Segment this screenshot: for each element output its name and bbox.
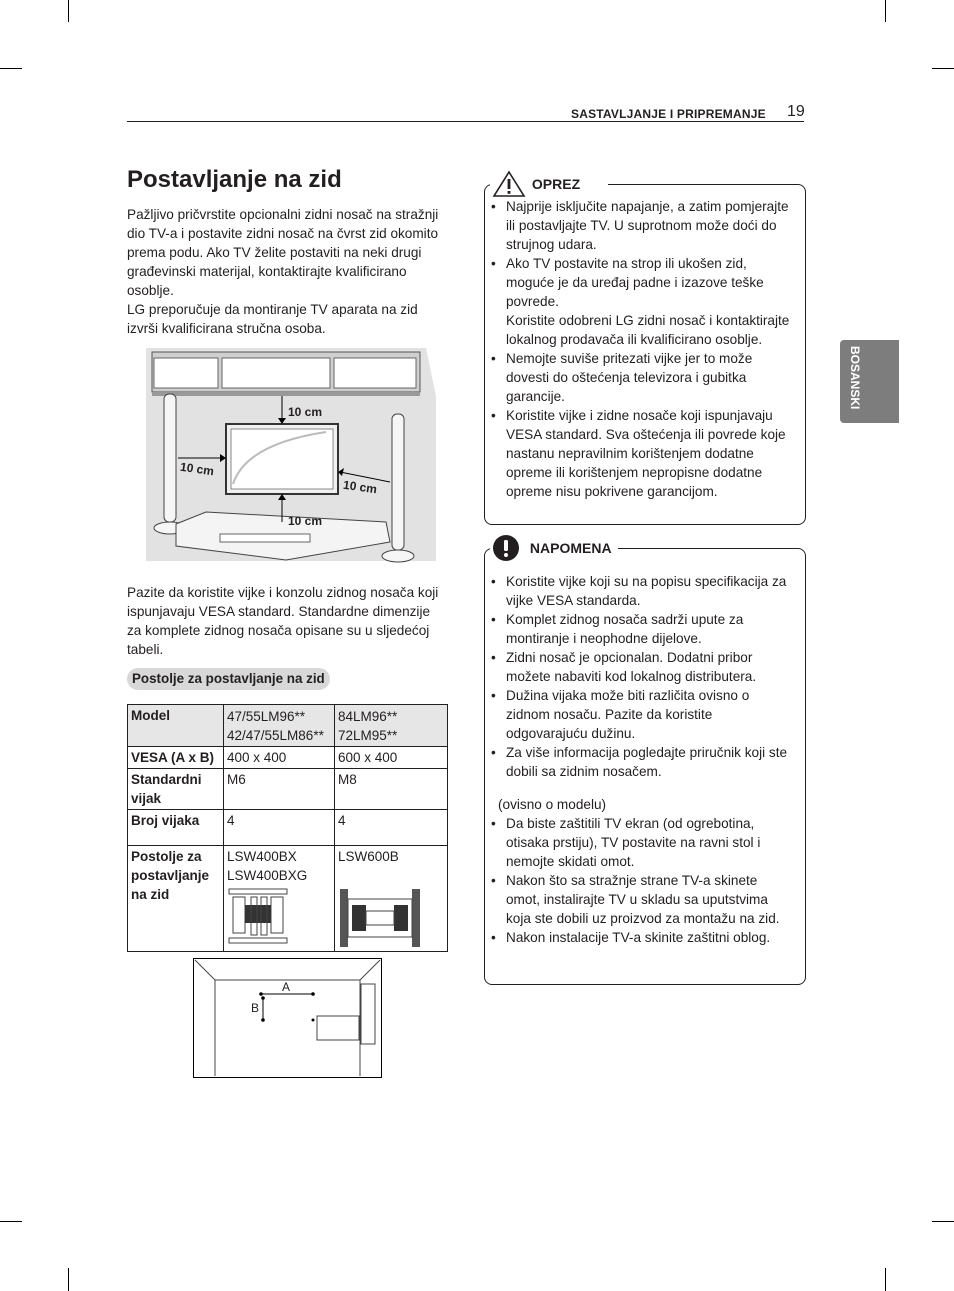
list-item: • Nakon instalacije TV-a skinite zaštitni oblog. [490,928,795,947]
bracket-cell [335,846,448,952]
section-header: SASTAVLJANJE I PRIPREMANJE [571,107,766,121]
row-label-bracket: Postolje za postavljanje na zid [128,846,224,952]
table-cell: 4 [335,810,448,846]
list-item: • Nemojte suviše pritezati vijke jer to može dovesti do oštećenja televizora i gubitka garancije. [490,349,795,406]
crop-mark [932,68,954,69]
table-title-badge: Postolje za postavljanje na zid [127,668,330,690]
crop-mark [0,68,22,69]
model-name: 72LM95** [338,728,398,743]
clearance-bottom-label: 10 cm [288,514,323,528]
model-name: 42/47/55LM86** [227,728,324,743]
bracket-lsw600b-image [338,885,422,949]
crop-mark [932,1221,954,1222]
table-cell: 600 x 400 [335,747,448,769]
bracket-lsw400b-image [227,887,289,945]
row-label-screw: Standardni vijak [128,769,224,810]
crop-mark [885,0,886,22]
caution-header [490,170,608,198]
page-number: 19 [787,103,805,120]
intro-text [127,205,442,338]
bracket-model: LSW400BXG [227,868,308,883]
crop-mark [68,0,69,22]
note-header [490,534,618,562]
wall-mount-spec-table [127,704,448,952]
bracket-model: LSW400BX [227,849,297,864]
table-cell: M6 [224,769,335,810]
language-tab-label: BOSANSKI [848,346,862,410]
warning-triangle-icon [492,170,526,198]
table-cell: M8 [335,769,448,810]
header-rule [127,121,804,122]
row-label-screw-count: Broj vijaka [128,810,224,846]
row-label-model: Model [128,705,224,747]
language-tab [840,340,899,423]
table-cell: 400 x 400 [224,747,335,769]
row-label-vesa: VESA (A x B) [128,747,224,769]
dimension-label-a: A [282,980,291,994]
table-cell: 4 [224,810,335,846]
bracket-cell [224,846,335,952]
note-list [490,572,795,781]
intro-paragraph: Pažljivo pričvrstite opcionalni zidni nosač na stražnji dio TV-a i postavite zidni nosač na čvrst zid okomito prema podu. Ako TV želite postaviti na neki drugi građevinski materijal, kontaktirajte kvalificirano osoblje. [127,207,439,298]
caution-title: OPREZ [531,176,581,192]
list-item: • Nakon što sa stražnje strane TV-a skinete omot, instalirajte TV u skladu sa uputstvima koja ste dobili uz proizvod za montažu na zid. [490,871,795,928]
intro-paragraph: LG preporučuje da montiranje TV aparata na zid izvrši kvalificirana stručna osoba. [127,302,418,336]
note-title: NAPOMENA [529,540,612,556]
list-item: • Komplet zidnog nosača sadrži upute za montiranje i neophodne dijelove. [490,610,795,648]
table-row [128,846,448,952]
page-title: Postavljanje na zid [127,166,342,193]
list-item: • Najprije isključite napajanje, a zatim pomjerajte ili postavljajte TV. U suprotnom može doći do strujnog udara. [490,197,795,254]
list-item: • Dužina vijaka može biti različita ovisno o zidnom nosaču. Pazite da koristite odgovarajuću dužinu. [490,686,795,743]
vesa-text: Pazite da koristite vijke i konzolu zidnog nosača koji ispunjavaju VESA standard. Standardne dimenzije za komplete zidnog nosača opisane su u sljedećoj tabeli. [127,585,439,657]
caution-list [490,197,795,501]
exclamation-circle-icon [492,534,520,562]
model-cell [224,705,335,747]
list-item: Koristite odobreni LG zidni nosač i kontaktirajte lokalnog prodavača ili kvalificirano osoblje. [506,313,790,347]
list-item: • Zidni nosač je opcionalan. Dodatni pribor možete nabaviti kod lokalnog distributera. [490,648,795,686]
table-row [128,705,448,747]
clearance-top-label: 10 cm [288,405,323,419]
list-item: • Ako TV postavite na strop ili ukošen zid, moguće je da uređaj padne i izazove teške povrede. [490,254,795,311]
model-name: 84LM96** [338,709,398,724]
crop-mark [0,1221,22,1222]
list-item: • Koristite vijke koji su na popisu specifikacija za vijke VESA standarda. [490,572,795,610]
list-item: • Koristite vijke i zidne nosače koji ispunjavaju VESA standard. Sva oštećenja ili povrede koje nastanu nepravilnim korištenjem dodatne opreme ili korištenjem nepropisne dodatne opreme nisu pokrivene garancijom. [490,406,795,501]
dimension-label-b: B [251,1001,260,1015]
model-name: 47/55LM96** [227,709,306,724]
table-row [128,769,448,810]
model-cell [335,705,448,747]
bracket-model: LSW600B [338,849,399,864]
table-row [128,747,448,769]
clearance-left-label: 10 cm [179,459,215,479]
vesa-dimension-illustration [193,958,383,1079]
list-item: • Za više informacija pogledajte priručnik koji ste dobili sa zidnim nosačem. [490,743,795,781]
model-dependent-note: (ovisno o modelu) [498,797,607,812]
list-item: • Da biste zaštitili TV ekran (od ogrebotina, otisaka prstiju), TV postavite na ravni stol i nemojte skidati omot. [490,814,795,871]
table-row [128,810,448,846]
note-list-secondary [490,814,795,947]
crop-mark [68,1268,69,1291]
crop-mark [885,1268,886,1291]
clearance-right-label: 10 cm [342,477,378,497]
